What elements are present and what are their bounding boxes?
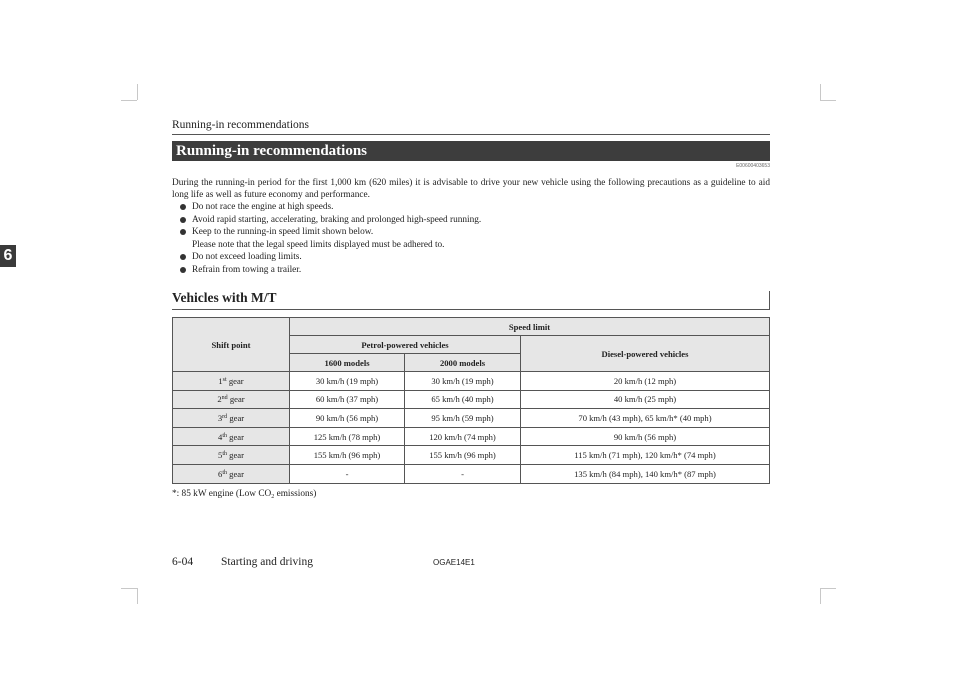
petrol-2000-cell: 95 km/h (59 mph) (405, 409, 521, 428)
crop-mark (820, 84, 821, 100)
petrol-1600-cell: 90 km/h (56 mph) (290, 409, 405, 428)
diesel-cell: 20 km/h (12 mph) (521, 372, 770, 391)
crop-mark (121, 100, 137, 101)
page-number: 6-04 (172, 556, 194, 568)
bullet-icon (180, 267, 186, 273)
petrol-1600-cell: 155 km/h (96 mph) (290, 446, 405, 465)
header-speed-limit: Speed limit (290, 318, 770, 336)
petrol-2000-cell: 120 km/h (74 mph) (405, 427, 521, 446)
page-title: Running-in recommendations (172, 141, 770, 161)
petrol-2000-cell: 65 km/h (40 mph) (405, 390, 521, 409)
crop-mark (820, 100, 836, 101)
crop-mark (820, 588, 836, 589)
bullet-icon (180, 229, 186, 235)
bullet-text: Avoid rapid starting, accelerating, braking and prolonged high-speed running. (192, 214, 482, 225)
petrol-1600-cell: 60 km/h (37 mph) (290, 390, 405, 409)
list-item (180, 201, 760, 214)
doc-code: E00600403653 (736, 163, 770, 169)
table-row (173, 372, 770, 391)
header-diesel: Diesel-powered vehicles (521, 336, 770, 372)
list-item (180, 226, 760, 251)
crop-mark (820, 588, 821, 604)
section-rule-end (769, 291, 770, 309)
table-row (173, 390, 770, 409)
footnote: *: 85 kW engine (Low $CO_2$ emissions) (172, 489, 317, 500)
list-item (180, 214, 760, 227)
petrol-2000-cell: 30 km/h (19 mph) (405, 372, 521, 391)
intro-paragraph: During the running-in period for the first 1,000 km (620 miles) it is advisable to drive your new vehicle using the following precautions as a guideline to aid long life as well as future economy and performance. (172, 178, 770, 200)
petrol-2000-cell: 155 km/h (96 mph) (405, 446, 521, 465)
header-1600-models: 1600 models (290, 354, 405, 372)
bullet-text: Refrain from towing a trailer. (192, 264, 302, 275)
gear-cell: 2nd gear (173, 390, 290, 409)
section-rule (172, 309, 770, 310)
header-2000-models: 2000 models (405, 354, 521, 372)
bullet-note: Please note that the legal speed limits displayed must be adhered to. (192, 239, 445, 250)
bullet-text: Do not exceed loading limits. (192, 252, 302, 263)
table-row (173, 464, 770, 483)
speed-limit-table (172, 317, 770, 484)
petrol-2000-cell: - (405, 464, 521, 483)
crop-mark (121, 588, 137, 589)
bullet-text: Keep to the running-in speed limit shown below. (192, 227, 374, 238)
diesel-cell: 40 km/h (25 mph) (521, 390, 770, 409)
diesel-cell: 70 km/h (43 mph), 65 km/h* (40 mph) (521, 409, 770, 428)
gear-cell: 3rd gear (173, 409, 290, 428)
bullet-icon (180, 204, 186, 210)
gear-cell: 6th gear (173, 464, 290, 483)
crop-mark (137, 84, 138, 100)
list-item (180, 264, 760, 277)
gear-cell: 5th gear (173, 446, 290, 465)
petrol-1600-cell: 30 km/h (19 mph) (290, 372, 405, 391)
list-item (180, 251, 760, 264)
gear-cell: 1st gear (173, 372, 290, 391)
running-head: Running-in recommendations (172, 119, 310, 131)
precautions-list (180, 201, 760, 277)
footer-code: OGAE14E1 (433, 558, 475, 567)
section-title: Vehicles with M/T (172, 290, 277, 305)
bullet-icon (180, 254, 186, 260)
table-row (173, 427, 770, 446)
table-row (173, 446, 770, 465)
petrol-1600-cell: - (290, 464, 405, 483)
petrol-1600-cell: 125 km/h (78 mph) (290, 427, 405, 446)
header-rule (172, 134, 770, 135)
diesel-cell: 115 km/h (71 mph), 120 km/h* (74 mph) (521, 446, 770, 465)
bullet-icon (180, 217, 186, 223)
crop-mark (137, 588, 138, 604)
diesel-cell: 135 km/h (84 mph), 140 km/h* (87 mph) (521, 464, 770, 483)
table-row (173, 409, 770, 428)
header-petrol: Petrol-powered vehicles (290, 336, 521, 354)
chapter-tab: 6 (0, 245, 16, 267)
bullet-text: Do not race the engine at high speeds. (192, 202, 334, 212)
footer-section: Starting and driving (221, 556, 313, 568)
gear-cell: 4th gear (173, 427, 290, 446)
header-shift-point: Shift point (173, 318, 290, 372)
diesel-cell: 90 km/h (56 mph) (521, 427, 770, 446)
